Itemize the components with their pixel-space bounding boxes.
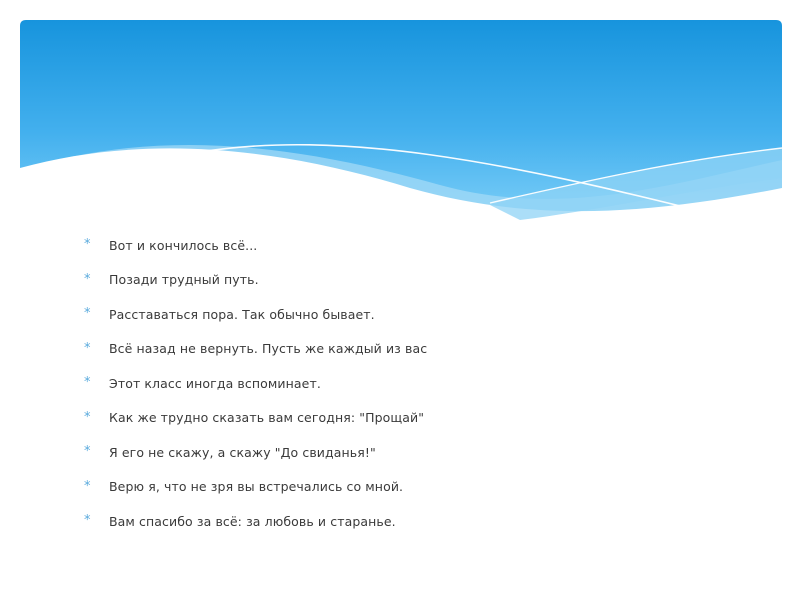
list-item-text: Как же трудно сказать вам сегодня: "Прощай" [109, 410, 425, 426]
list-item [84, 504, 744, 539]
list-item-text: Вот и кончилось всё... [109, 237, 258, 253]
bullet-icon: * [84, 444, 91, 460]
sky-wave-banner [20, 20, 782, 225]
bullet-list [84, 228, 744, 539]
bullet-icon: * [84, 478, 91, 494]
bullet-icon: * [84, 237, 91, 253]
list-item-text: Вам спасибо за всё: за любовь и старанье. [109, 513, 396, 529]
list-item-text: Всё назад не вернуть. Пусть же каждый из вас [109, 341, 428, 357]
bullet-icon: * [84, 340, 91, 356]
list-item [84, 470, 744, 505]
bullet-icon: * [84, 375, 91, 391]
list-item [84, 332, 744, 367]
list-item [84, 263, 744, 298]
list-item [84, 228, 744, 263]
bullet-icon: * [84, 306, 91, 322]
list-item [84, 435, 744, 470]
list-item [84, 297, 744, 332]
bullet-icon: * [84, 409, 91, 425]
list-item-text: Верю я, что не зря вы встречались со мной. [109, 479, 404, 495]
list-item-text: Позади трудный путь. [109, 272, 259, 288]
list-item [84, 366, 744, 401]
list-item-text: Расставаться пора. Так обычно бывает. [109, 306, 375, 322]
list-item-text: Я его не скажу, а скажу "До свиданья!" [109, 444, 376, 460]
list-item [84, 401, 744, 436]
bullet-icon: * [84, 513, 91, 529]
bullet-icon: * [84, 271, 91, 287]
list-item-text: Этот класс иногда вспоминает. [109, 375, 321, 391]
